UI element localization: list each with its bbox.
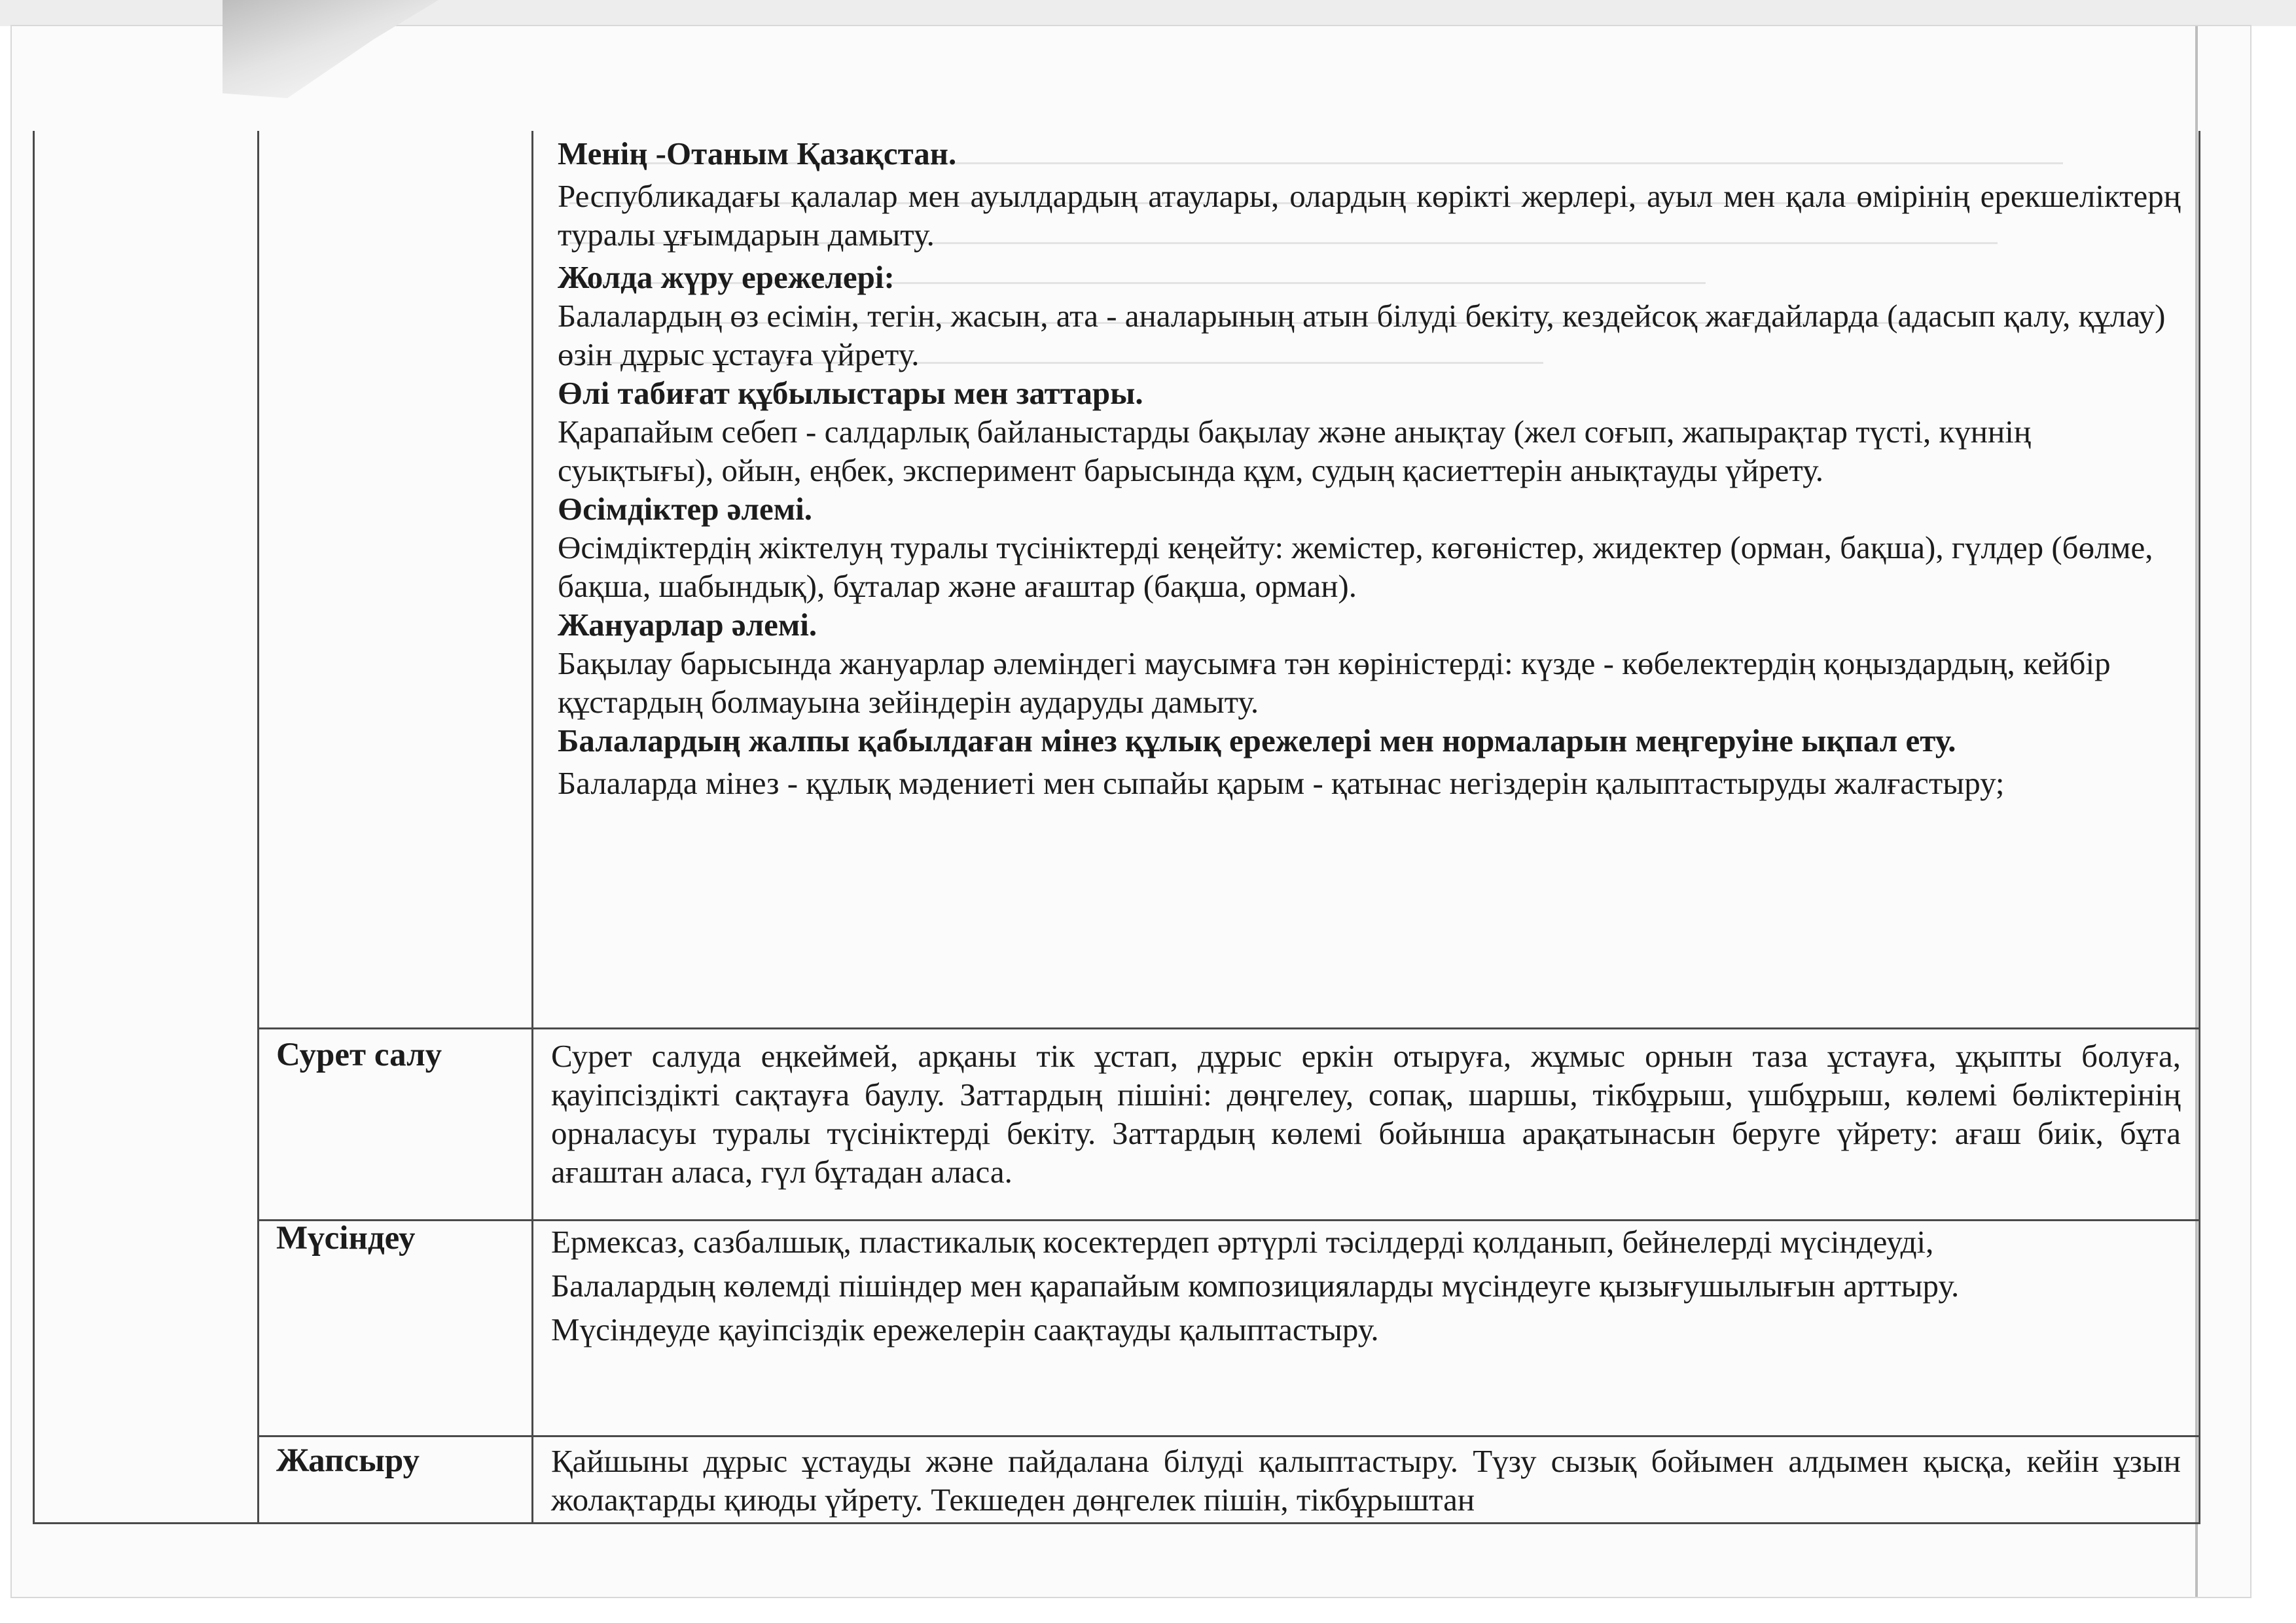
section-text: Бақылау барысында жануарлар әлеміндегі маусымға тән көріністерді: күзде - көбелектердің қоңыздардың, кейбір құстардың болмауына зейіндерін аударуды дамыту. [558,645,2111,720]
row-divider-1 [257,1027,2198,1029]
row-label-modeling: Мүсіндеу [276,1220,416,1257]
row-divider-3 [257,1435,2198,1437]
column-divider-1 [257,131,259,1522]
modeling-line: Балалардың көлемді пішіндер мен қарапайым композицияларды мүсіндеуге қызығушылығын арттыру. [551,1268,1960,1304]
section-heading: Жолда жүру ережелері: [558,259,895,295]
row-content-modeling [551,1222,2181,1349]
row-1-content [558,134,2181,802]
row-content-drawing: Сурет салуда еңкеймей, арқаны тік ұстап, дұрыс еркін отыруға, жұмыс орнын таза ұстауға, ұқыпты болуға, қауіпсіздікті сақтауға баулу. Заттардың пішіні: дөңгелеу, сопақ, шаршы, тікбұрыш, үшбұрыш, көлемі бөліктерінің орналасуы туралы түсініктерді бекіту. Заттардың көлемі бойынша арақатынасын беруге үйрету: ағаш биік, бұта ағаштан аласа, гүл бұтадан аласа. [551,1038,2181,1190]
modeling-line: Мүсіндеуде қауіпсіздік ережелерін саақтауды қалыптастыру. [551,1311,1379,1347]
modeling-line: Ермексаз, сазбалшық, пластикалық косектердеп әртүрлі тәсілдерді қолданып, бейнелерді мүсіндеуді, [551,1224,1934,1260]
row-content-applique: Қайшыны дұрыс ұстауды және пайдалана білуді қалыптастыру. Түзу сызық бойымен алдымен қысқа, кейін ұзын жолақтарды қиюды үйрету. Текшеден дөңгелек пішін, тікбұрыштан [551,1443,2181,1518]
section-heading: Балалардың жалпы қабылдаған мінез құлық ережелері мен нормаларын меңгеруіне ықпал ету. [558,722,1956,758]
section-text: Қарапайым себеп - салдарлық байланыстарды бақылау және анықтау (жел соғып, жапырақтар түсті, күннің суықтығы), ойын, еңбек, эксперимент барысында құм, судың қасиеттерін анықтауды үйрету. [558,414,2032,488]
section-text: Балалардың өз есімін, тегін, жасын, ата - аналарының атын білуді бекіту, кездейсоқ жағдайларда (адасып қалу, құлау) өзін дұрыс ұстауға үйрету. [558,298,2166,372]
section-heading: Жануарлар әлемі. [558,607,817,643]
section-text: Балаларда мінез - құлық мәдениеті мен сыпайы қарым - қатынас негіздерін қалыптастыруды жалғастыру; [558,765,2005,801]
section-text: Республикадағы қалалар мен ауылдардың атаулары, олардың көрікті жерлері, ауыл мен қала өмірінің ерекшеліктерң туралы ұғымдарын дамыту. [558,178,2181,253]
section-heading: Өлі табиғат құбылыстары мен заттары. [558,375,1143,411]
row-label-drawing: Сурет салу [276,1037,442,1073]
section-text: Өсімдіктердің жіктелуң туралы түсініктерді кеңейту: жемістер, көгөністер, жидектер (орман, бақша), гүлдер (бөлме, бақша, шабындық), бұталар және ағаштар (бақша, орман). [558,529,2153,604]
row-label-applique: Жапсыру [276,1442,420,1479]
column-divider-2 [531,131,533,1522]
section-heading: Өсімдіктер әлемі. [558,491,813,527]
row-divider-2 [257,1219,2198,1221]
section-heading: Менің -Отаным Қазақстан. [558,135,957,171]
